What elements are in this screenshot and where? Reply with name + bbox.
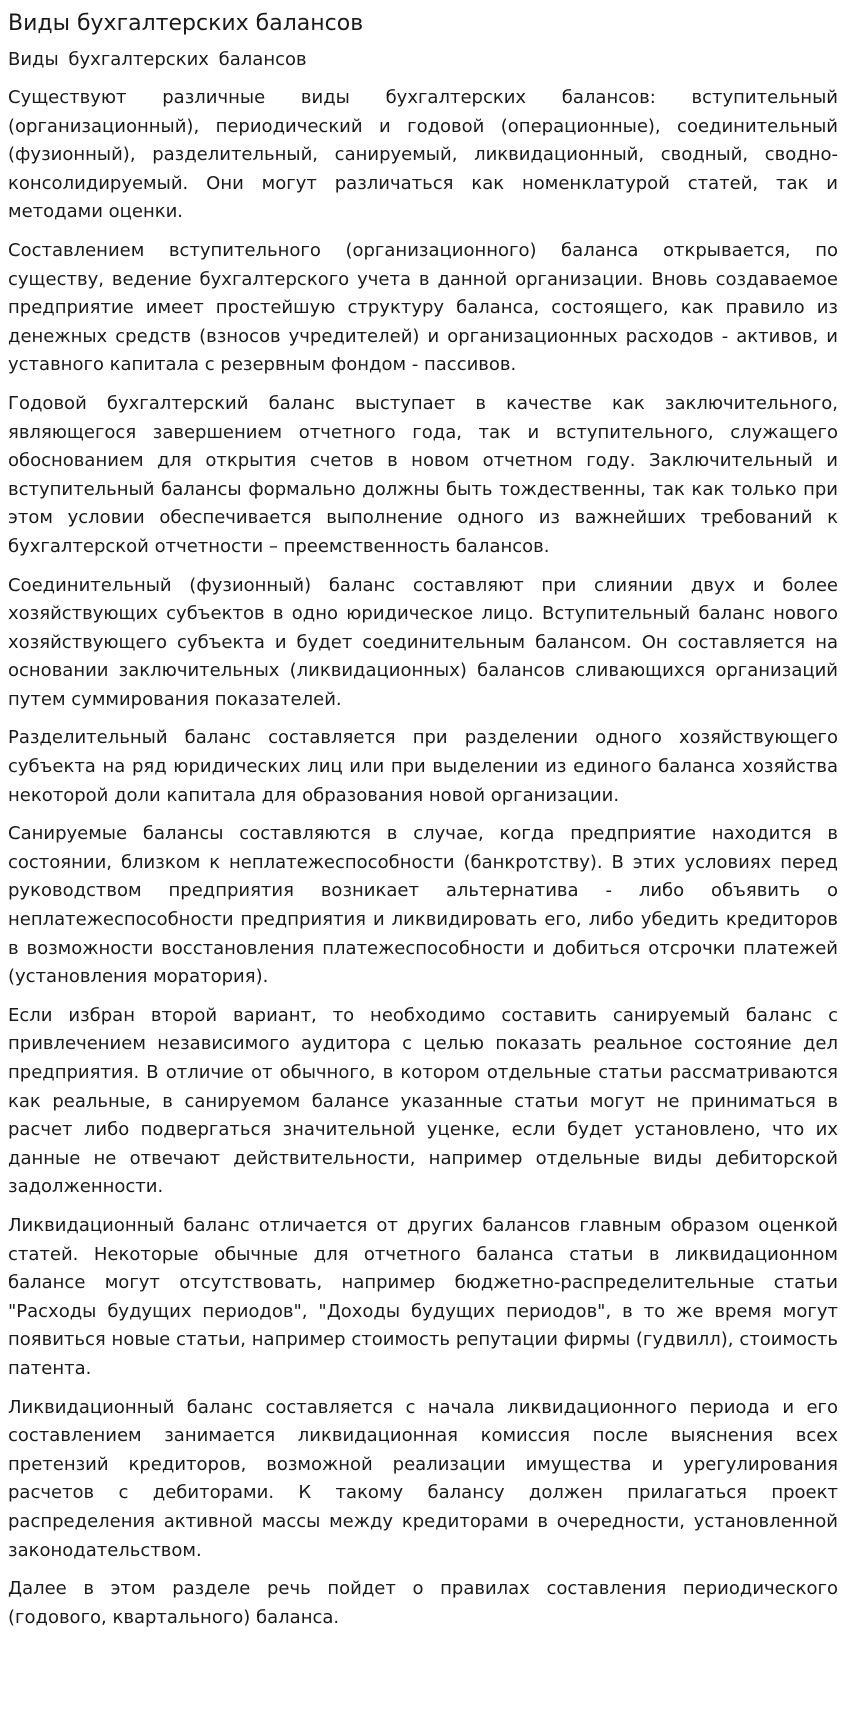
paragraph-merger-balance: Соединительный (фузионный) баланс составляют при слиянии двух и более хозяйствующих субъектов в одно юридическое лицо. Вступительный баланс нового хозяйствующего субъекта и будет соединительным балансом. Он составляется на основании заключительных (ликвидационных) балансов сливающихся организаций путем суммирования показателей. bbox=[8, 574, 838, 710]
paragraph-types-overview: Существуют различные виды бухгалтерских балансов: вступительный (организационный), периодический и годовой (операционные), соединительный (фузионный), разделительный, санируемый, ликвидационный, сводный, сводно-консолидируемый. Они могут различаться как номенклатурой статей, так и методами оценки. bbox=[8, 87, 838, 223]
paragraph-opening-balance: Составлением вступительного (организационного) баланса открывается, по существу, ведение бухгалтерского учета в данной организации. Вновь создаваемое предприятие имеет простейшую структуру баланса, состоящего, как правило из денежных средств (взносов учредителей) и организационных расходов - активов, и уставного капитала с резервным фондом - пассивов. bbox=[8, 239, 838, 376]
paragraph-liquidation-balance: Ликвидационный баланс отличается от других балансов главным образом оценкой статей. Некоторые обычные для отчетного баланса статьи в ликвидационном балансе могут отсутствовать, например бюджетно-распределительные статьи "Расходы будущих периодов", "Доходы будущих периодов", в то же время могут появиться новые статьи, например стоимость репутации фирмы (гудвилл), стоимость патента. bbox=[8, 1214, 838, 1379]
document-subtitle: Виды бухгалтерских балансов bbox=[8, 49, 307, 70]
paragraph-liquidation-process: Ликвидационный баланс составляется с начала ликвидационного периода и его составлением занимается ликвидационная комиссия после выяснения всех претензий кредиторов, возможной реализации имущества и урегулирования расчетов с дебиторами. К такому балансу должен прилагаться проект распределения активной массы между кредиторами в очередности, установленной законодательством. bbox=[8, 1396, 838, 1561]
paragraph-section-outlook: Далее в этом разделе речь пойдет о правилах составления периодического (годового, квартального) баланса. bbox=[8, 1578, 838, 1628]
paragraph-rehabilitation-balance: Санируемые балансы составляются в случае, когда предприятие находится в состоянии, близком к неплатежеспособности (банкротству). В этих условиях перед руководством предприятия возникает альтернатива - либо объявить о неплатежеспособности предприятия и ликвидировать его, либо убедить кредиторов в возможности восстановления платежеспособности и добиться отсрочки платежей (установления моратория). bbox=[8, 823, 838, 988]
paragraph-annual-balance: Годовой бухгалтерский баланс выступает в качестве как заключительного, являющегося завершением отчетного года, так и вступительного, служащего обоснованием для открытия счетов в новом отчетном году. Заключительный и вступительный балансы формально должны быть тождественны, так как только при этом условии обеспечивается выполнение одного из важнейших требований к бухгалтерской отчетности – преемственность балансов. bbox=[8, 392, 838, 557]
document-page bbox=[8, 0, 838, 1632]
paragraph-rehabilitation-details: Если избран второй вариант, то необходимо составить санируемый баланс с привлечением независимого аудитора с целью показать реальное состояние дел предприятия. В отличие от обычного, в котором отдельные статьи рассматриваются как реальные, в санируемом балансе указанные статьи могут не приниматься в расчет либо подвергаться значительной уценке, если будет установлено, что их данные не отвечают действительности, например отдельные виды дебиторской задолженности. bbox=[8, 1004, 838, 1198]
page-title: Виды бухгалтерских балансов bbox=[8, 11, 364, 36]
paragraph-separation-balance: Разделительный баланс составляется при разделении одного хозяйствующего субъекта на ряд юридических лиц или при выделении из единого баланса хозяйства некоторой доли капитала для образования новой организации. bbox=[8, 727, 838, 806]
